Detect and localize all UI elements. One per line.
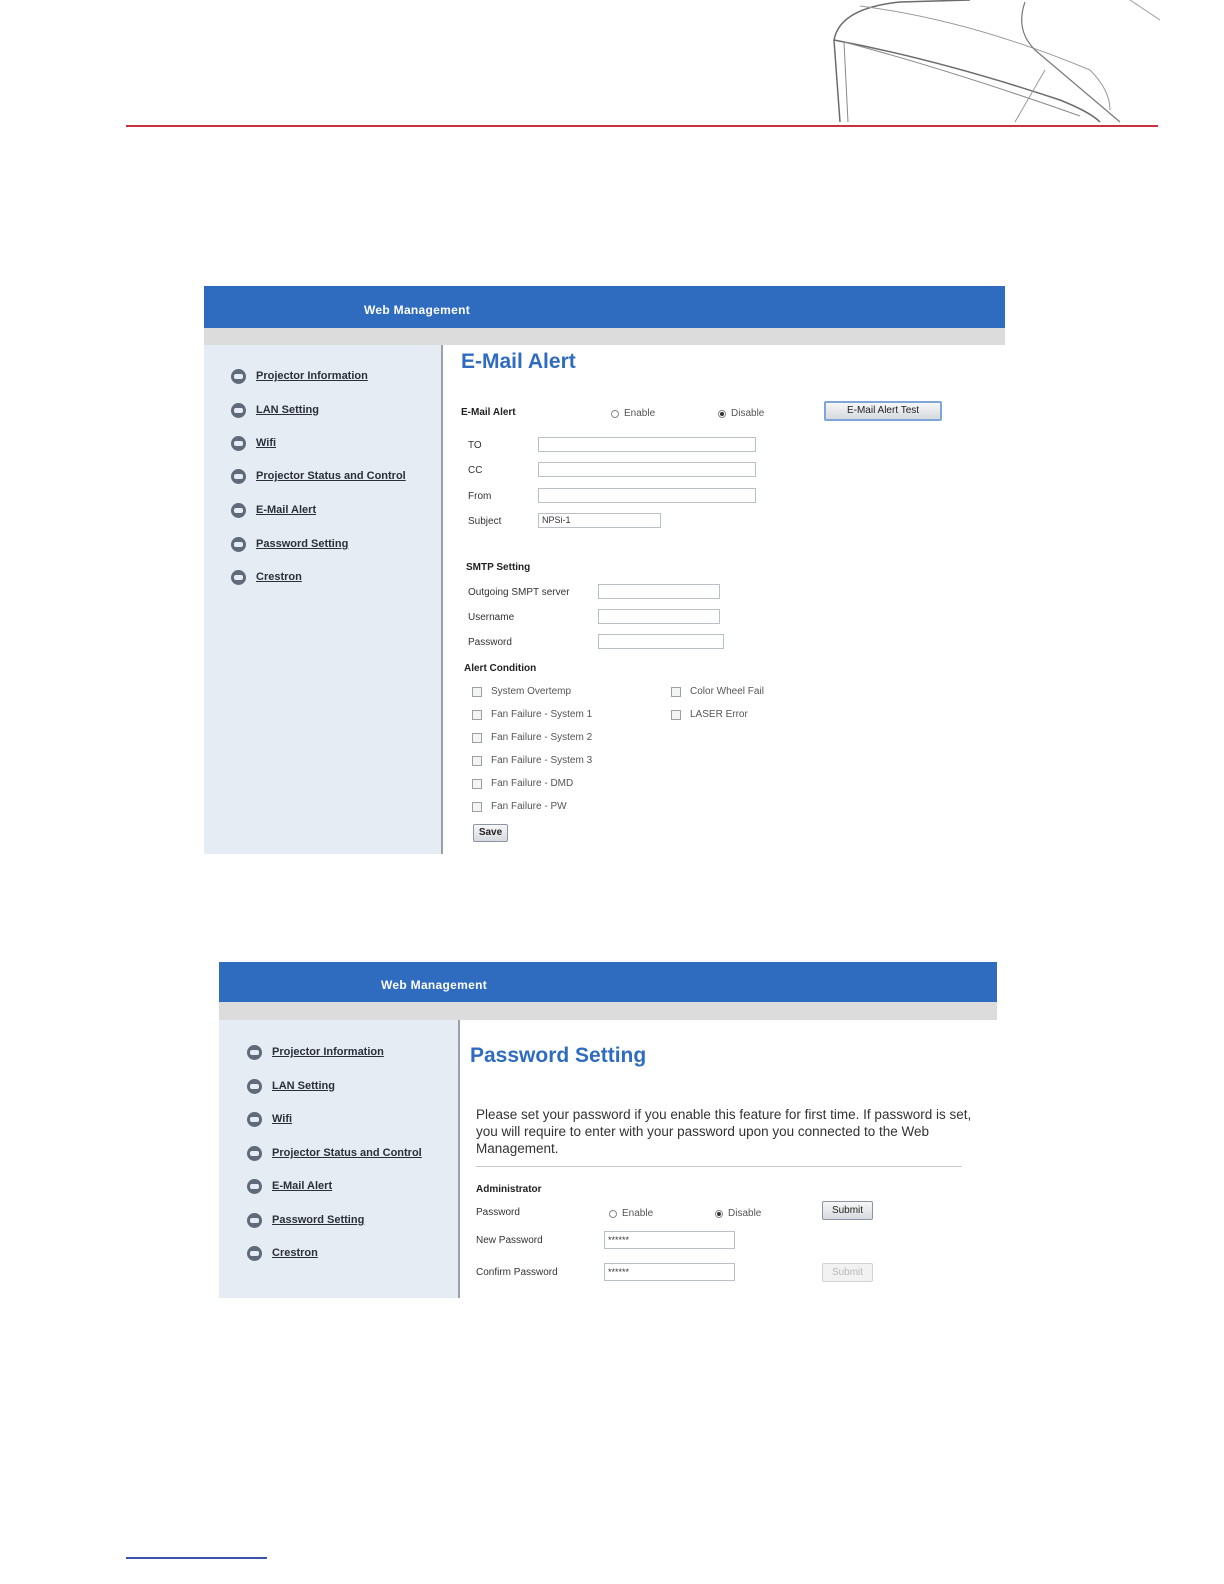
checkbox-icon [472,733,482,743]
arrow-circle-icon [247,1079,262,1094]
nav-projector-information[interactable]: Projector Information [247,1042,384,1062]
password-setting-screenshot [219,962,997,1298]
arrow-circle-icon [231,369,246,384]
condition-checkbox[interactable]: Fan Failure - PW [472,801,567,812]
page-title: Password Setting [470,1044,647,1067]
username-input[interactable] [598,609,720,624]
alert-condition-heading: Alert Condition [464,663,537,674]
footer-rule [126,1557,267,1559]
sidebar [219,1020,460,1298]
condition-checkbox[interactable]: Fan Failure - System 3 [472,755,592,766]
nav-password-setting[interactable]: Password Setting [231,534,348,554]
radio-on-icon [715,1210,723,1218]
arrow-circle-icon [247,1246,262,1261]
checkbox-icon [472,687,482,697]
arrow-circle-icon [231,503,246,518]
condition-checkbox[interactable]: Fan Failure - DMD [472,778,573,789]
arrow-circle-icon [231,469,246,484]
radio-off-icon [609,1210,617,1218]
radio-on-icon [718,410,726,418]
condition-checkbox[interactable]: System Overtemp [472,686,571,697]
email-alert-content [443,345,1005,854]
arrow-circle-icon [231,403,246,418]
disable-radio[interactable]: Disable [715,1208,761,1219]
subject-label: Subject [468,516,502,527]
arrow-circle-icon [247,1045,262,1060]
arrow-circle-icon [247,1146,262,1161]
to-input[interactable] [538,437,756,452]
cc-label: CC [468,465,483,476]
web-management-header [204,286,1005,328]
email-alert-screenshot [204,286,1005,854]
from-input[interactable] [538,488,756,503]
nav-crestron[interactable]: Crestron [231,567,302,587]
header-title: Web Management [364,303,470,317]
disable-radio[interactable]: Disable [718,408,764,419]
save-button[interactable]: Save [473,824,508,842]
radio-off-icon [611,410,619,418]
condition-checkbox[interactable]: Color Wheel Fail [671,686,764,697]
nav-email-alert[interactable]: E-Mail Alert [231,500,316,520]
web-management-header [219,962,997,1002]
enable-radio[interactable]: Enable [611,408,655,419]
administrator-heading: Administrator [476,1184,542,1195]
checkbox-icon [472,779,482,789]
email-alert-test-button[interactable]: E-Mail Alert Test [824,401,942,421]
arrow-circle-icon [231,537,246,552]
from-label: From [468,491,492,502]
condition-checkbox[interactable]: Fan Failure - System 1 [472,709,592,720]
new-password-input[interactable]: ****** [604,1231,735,1249]
smtp-server-label: Outgoing SMPT server [468,587,570,598]
subject-input[interactable]: NPSi-1 [538,513,661,528]
nav-password-setting[interactable]: Password Setting [247,1210,364,1230]
checkbox-icon [472,710,482,720]
smtp-setting-heading: SMTP Setting [466,562,531,573]
submit-button[interactable]: Submit [822,1201,873,1220]
arrow-circle-icon [247,1112,262,1127]
nav-wifi[interactable]: Wifi [247,1109,292,1129]
password-label: Password [468,637,512,648]
to-label: TO [468,440,482,451]
confirm-password-label: Confirm Password [476,1267,558,1278]
nav-lan-setting[interactable]: LAN Setting [231,400,319,420]
projector-illustration [820,0,1170,128]
nav-email-alert[interactable]: E-Mail Alert [247,1176,332,1196]
new-password-label: New Password [476,1235,543,1246]
arrow-circle-icon [231,570,246,585]
password-label: Password [476,1207,520,1218]
smtp-server-input[interactable] [598,584,720,599]
password-input[interactable] [598,634,724,649]
checkbox-icon [671,710,681,720]
arrow-circle-icon [247,1213,262,1228]
nav-projector-status[interactable]: Projector Status and Control [247,1143,422,1163]
arrow-circle-icon [247,1179,262,1194]
password-setting-content [460,1020,997,1298]
cc-input[interactable] [538,462,756,477]
checkbox-icon [671,687,681,697]
checkbox-icon [472,802,482,812]
sidebar [204,345,443,854]
nav-projector-information[interactable]: Projector Information [231,366,368,386]
confirm-password-input[interactable]: ****** [604,1263,735,1281]
condition-checkbox[interactable]: Fan Failure - System 2 [472,732,592,743]
nav-projector-status[interactable]: Projector Status and Control [231,466,406,486]
page-title: E-Mail Alert [461,350,576,373]
username-label: Username [468,612,515,623]
password-description: Please set your password if you enable this feature for first time. If password is set, you will require to enter with your password upon you connected to the Web Management. [476,1107,972,1156]
header-subbar [204,328,1005,345]
nav-lan-setting[interactable]: LAN Setting [247,1076,335,1096]
email-alert-label: E-Mail Alert [461,407,516,418]
nav-wifi[interactable]: Wifi [231,433,276,453]
header-subbar [219,1002,997,1020]
divider [476,1166,962,1167]
submit-button-disabled[interactable]: Submit [822,1263,873,1282]
nav-crestron[interactable]: Crestron [247,1243,318,1263]
header-title: Web Management [381,978,487,992]
condition-checkbox[interactable]: LASER Error [671,709,748,720]
enable-radio[interactable]: Enable [609,1208,653,1219]
arrow-circle-icon [231,436,246,451]
checkbox-icon [472,756,482,766]
